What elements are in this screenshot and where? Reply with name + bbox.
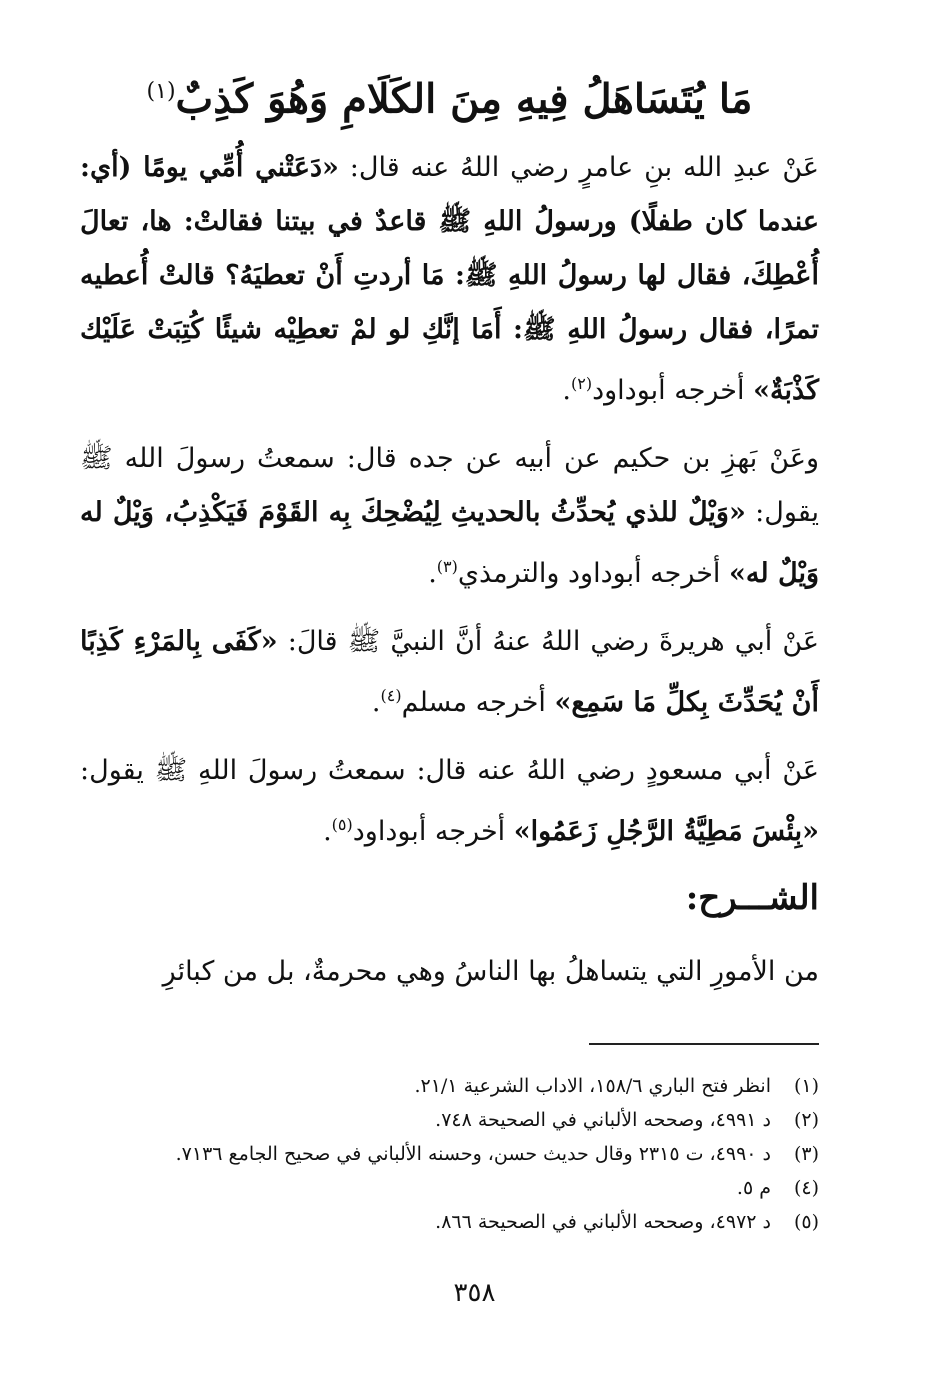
hadith-quote: «كَفَى بِالمَرْءِ كَذِبًا أَنْ يُحَدِّثَ بِكلِّ مَا سَمِع» [80,626,819,719]
footnote-ref: (٥) [331,815,353,835]
chapter-title [80,60,819,131]
chapter-title-footnote-ref: (١) [146,79,176,104]
footnote-number: (٣) [793,1143,819,1166]
footnote-number: (٢) [793,1109,819,1132]
hadith-end: . [323,816,332,848]
hadith-end: . [428,558,437,590]
footnote-number: (١) [793,1075,819,1098]
hadith-end: . [562,375,572,407]
hadith-intro: عَنْ عبدِ الله بنِ عامرٍ رضي اللهُ عنه قال: [338,152,820,184]
footnote-ref: (٤) [380,686,402,706]
footnote-item [80,1103,819,1137]
footnote-ref: (٢) [571,374,593,394]
footnote-item [80,1171,819,1205]
hadith-intro: عَنْ أبي مسعودٍ رضي اللهُ عنه قال: سمعتُ رسولَ اللهِ ﷺ يقول: [80,755,819,787]
hadith-source: أخرجه أبوداود والترمذي [457,558,730,590]
footnote-text: انظر فتح الباري ١٥٨/٦، الاداب الشرعية ٢١/١. [414,1075,771,1098]
page-number: ٣٥٨ [453,1278,496,1308]
hadith-source: أخرجه مسلم [401,687,555,719]
hadith-intro: وعَنْ بَهزِ بن حكيم عن أبيه عن جده قال: سمعتُ رسولَ الله ﷺ يقول: [80,443,819,529]
footnote-ref: (٣) [436,557,458,577]
footnote-text: م ٥. [736,1177,771,1200]
hadith-source: أخرجه أبوداود [352,816,514,848]
hadith-quote: «دَعَتْني أُمِّي يومًا (أي: عندما كان طفلًا) ورسولُ اللهِ ﷺ قاعدٌ في بيتنا فقالتْ: ها، تعالَ أُعْطِكَ، فقال لها رسولُ اللهِ ﷺ: مَا أردتِ أَنْ تعطيَهُ؟ قالتْ أُعطيه تمرًا، فقال رسولُ اللهِ ﷺ: أَمَا إنَّكِ لو لمْ تعطِيْه شيئًا كُتِبَتْ عَلَيْك كَذْبَةٌ» [80,152,819,407]
sharh-heading: الشـــرح: [685,878,819,919]
hadith-end: . [371,687,381,719]
footnote-item [80,1069,819,1103]
footnote-item [80,1205,819,1239]
footnote-item [80,1137,819,1171]
hadith-paragraph-1 [80,141,819,418]
hadith-intro: عَنْ أبي هريرةَ رضي اللهُ عنهُ أنَّ النبيَّ ﷺ قالَ: [277,626,819,658]
hadith-quote: «وَيْلٌ للذي يُحدِّثُ بالحديثِ لِيُضْحِكَ بِه القَوْمَ فَيَكْذِبُ، وَيْلٌ له وَيْلٌ له» [80,497,819,590]
footnote-number: (٥) [793,1211,819,1234]
footnote-text: د ٤٩٩١، وصححه الألباني في الصحيحة ٧٤٨. [435,1109,771,1132]
hadith-paragraph-3 [80,615,819,730]
hadith-quote: «بِئْسَ مَطِيَّةُ الرَّجُلِ زَعَمُوا» [513,816,819,848]
footnote-number: (٤) [793,1177,819,1200]
hadith-source: أخرجه أبوداود [592,375,754,407]
hadith-paragraph-2 [80,432,819,601]
footnote-text: د ٤٩٧٢، وصححه الألباني في الصحيحة ٨٦٦. [435,1211,771,1234]
footnote-text: د ٤٩٩٠، ت ٢٣١٥ وقال حديث حسن، وحسنه الألباني في صحيح الجامع ٧١٣٦. [175,1143,771,1166]
chapter-title-text: مَا يُتَسَاهَلُ فِيهِ مِنَ الكَلَامِ وَهُوَ كَذِبٌ [175,75,753,123]
hadith-paragraph-4 [80,744,819,859]
footnotes-list [80,1069,819,1239]
sharh-text: من الأمورِ التي يتساهلُ بها الناسُ وهي محرمةٌ، بل من كبائرِ [162,956,819,988]
footnote-divider [589,1043,819,1045]
